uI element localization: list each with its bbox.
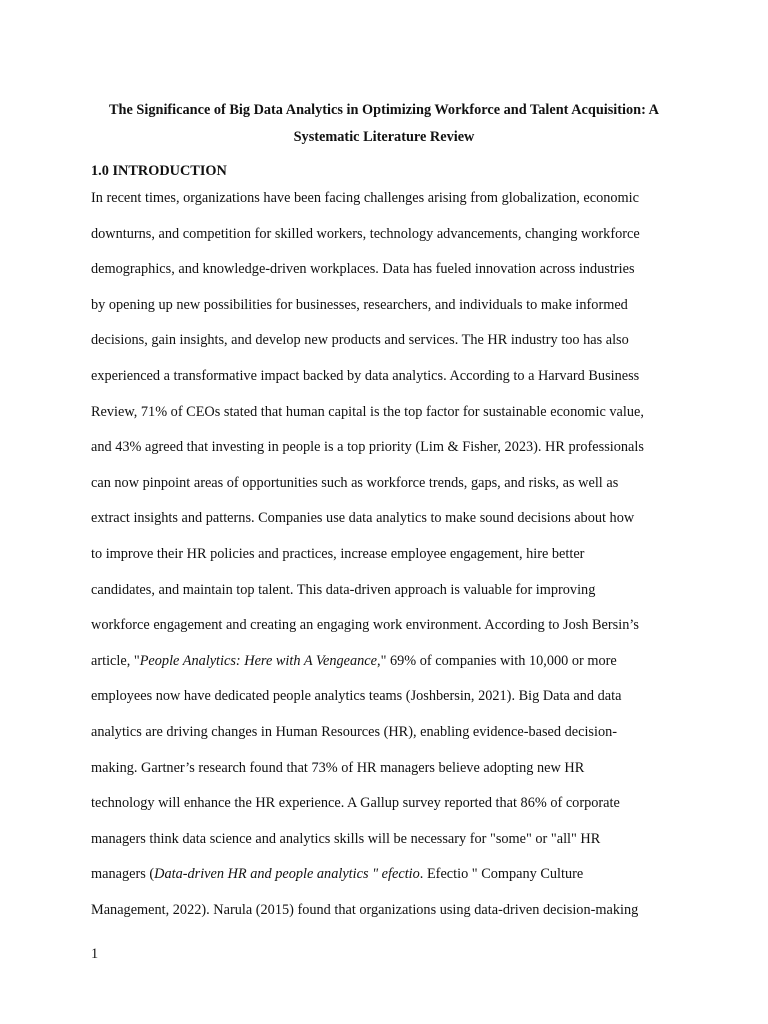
text-run: decisions, gain insights, and develop new products and services. The HR industry too has also xyxy=(91,332,629,349)
text-run: extract insights and patterns. Companies use data analytics to make sound decisions about how xyxy=(91,510,635,527)
text-run: demographics, and knowledge-driven workplaces. Data has fueled innovation across industries xyxy=(91,261,635,278)
body-line xyxy=(91,720,691,756)
text-run: candidates, and maintain top talent. This data-driven approach is valuable for improving xyxy=(91,581,596,598)
text-run: analytics are driving changes in Human Resources (HR), enabling evidence-based decision- xyxy=(91,723,618,740)
text-run: . Efectio " Company Culture xyxy=(419,866,584,883)
body-line xyxy=(91,791,691,827)
text-run: In recent times, organizations have been facing challenges arising from globalization, economic xyxy=(91,190,639,206)
text-run: ," 69% of companies with 10,000 or more xyxy=(377,652,617,669)
text-run: making. Gartner’s research found that 73% of HR managers believe adopting new HR xyxy=(91,759,585,776)
body-line xyxy=(91,862,691,898)
body-line xyxy=(91,898,691,934)
body-line xyxy=(91,542,691,578)
text-run: Management, 2022). Narula (2015) found that organizations using data-driven decision-making xyxy=(91,901,639,918)
body-line xyxy=(91,827,691,863)
body-line xyxy=(91,649,691,685)
body-line xyxy=(91,578,691,614)
body-line xyxy=(91,186,691,222)
text-run: and 43% agreed that investing in people is a top priority (Lim & Fisher, 2023). HR professionals xyxy=(91,439,644,456)
body-line xyxy=(91,222,691,258)
document-title xyxy=(90,97,678,151)
body-line xyxy=(91,684,691,720)
body-line xyxy=(91,328,691,364)
body-line xyxy=(91,364,691,400)
text-run: article, " xyxy=(91,652,140,669)
body-line xyxy=(91,293,691,329)
text-run: Review, 71% of CEOs stated that human capital is the top factor for sustainable economic value, xyxy=(91,403,644,420)
body-line xyxy=(91,400,691,436)
italic-article-title: People Analytics: Here with A Vengeance xyxy=(139,652,377,669)
text-run: experienced a transformative impact backed by data analytics. According to a Harvard Business xyxy=(91,367,640,384)
italic-citation-title: Data-driven HR and people analytics " efectio xyxy=(154,866,420,883)
title-line-1: The Significance of Big Data Analytics in Optimizing Workforce and Talent Acquisition: A xyxy=(109,102,659,118)
body-line xyxy=(91,471,691,507)
page-number: 1 xyxy=(91,946,99,962)
text-run: downturns, and competition for skilled workers, technology advancements, changing workforce xyxy=(91,225,640,242)
text-run: can now pinpoint areas of opportunities such as workforce trends, gaps, and risks, as well as xyxy=(91,474,619,491)
body-line xyxy=(91,613,691,649)
body-line xyxy=(91,506,691,542)
text-run: employees now have dedicated people analytics teams (Joshbersin, 2021). Big Data and data xyxy=(91,688,622,705)
text-run: managers ( xyxy=(91,866,155,883)
body-line xyxy=(91,435,691,471)
body-line xyxy=(91,257,691,293)
body-line xyxy=(91,756,691,792)
text-run: managers think data science and analytics skills will be necessary for "some" or "all" HR xyxy=(91,830,601,847)
section-heading: 1.0 INTRODUCTION xyxy=(91,163,227,179)
text-run: technology will enhance the HR experience. A Gallup survey reported that 86% of corporate xyxy=(91,795,620,812)
text-run: to improve their HR policies and practices, increase employee engagement, hire better xyxy=(91,545,585,562)
text-run: workforce engagement and creating an engaging work environment. According to Josh Bersin’s xyxy=(91,617,639,634)
body-text xyxy=(91,186,691,933)
text-run: by opening up new possibilities for businesses, researchers, and individuals to make informed xyxy=(91,296,628,313)
title-line-2: Systematic Literature Review xyxy=(293,129,475,145)
